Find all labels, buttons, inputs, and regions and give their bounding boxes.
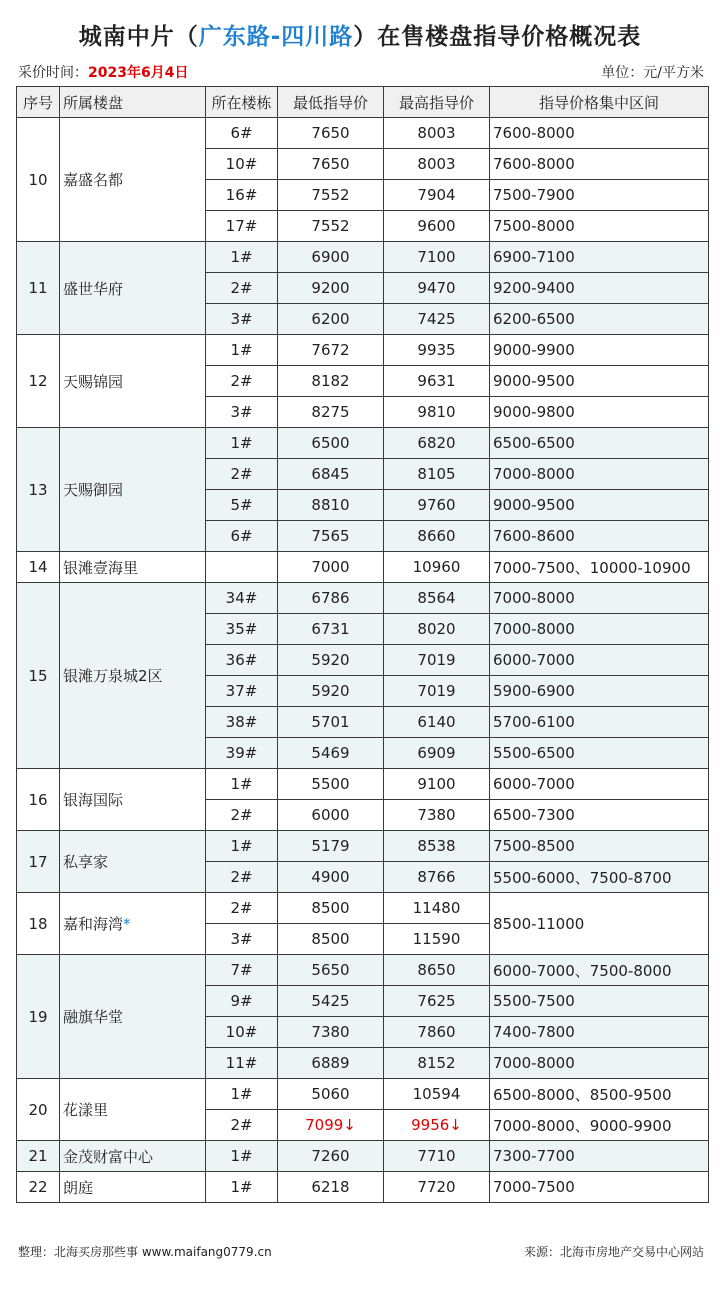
max-price: 11480 [384, 893, 490, 924]
max-price: 8660 [384, 521, 490, 552]
project-name [60, 1172, 206, 1203]
min-price: 6200 [278, 304, 384, 335]
building: 2# [206, 862, 278, 893]
table-row [17, 769, 709, 800]
building: 35# [206, 614, 278, 645]
price-range: 6000-7000、7500-8000 [490, 955, 709, 986]
price-range: 9000-9900 [490, 335, 709, 366]
min-price: 8275 [278, 397, 384, 428]
max-price: 7019 [384, 676, 490, 707]
project-name [60, 583, 206, 769]
price-range: 9200-9400 [490, 273, 709, 304]
max-price: 7625 [384, 986, 490, 1017]
building: 1# [206, 1172, 278, 1203]
building: 3# [206, 924, 278, 955]
price-range: 9000-9500 [490, 366, 709, 397]
min-price: 8500 [278, 924, 384, 955]
min-price: 5650 [278, 955, 384, 986]
project-name [60, 118, 206, 242]
price-range: 6200-6500 [490, 304, 709, 335]
price-range: 7600-8600 [490, 521, 709, 552]
table-body [17, 118, 709, 1203]
building: 6# [206, 521, 278, 552]
price-range: 7000-8000 [490, 459, 709, 490]
max-price: 10594 [384, 1079, 490, 1110]
building: 1# [206, 1141, 278, 1172]
min-price: 9200 [278, 273, 384, 304]
min-price: 7380 [278, 1017, 384, 1048]
title-highlight: 广东路-四川路 [198, 24, 354, 50]
building: 16# [206, 180, 278, 211]
building: 1# [206, 428, 278, 459]
min-price: 6731 [278, 614, 384, 645]
project-name-text: 嘉和海湾 [63, 915, 124, 933]
table-header-row [17, 87, 709, 118]
building: 39# [206, 738, 278, 769]
date-value: 2023年6月4日 [88, 65, 189, 81]
footer-source: 来源：北海市房地产交易中心网站 [523, 1245, 704, 1259]
header-range: 指导价格集中区间 [490, 87, 709, 118]
min-price: 6845 [278, 459, 384, 490]
max-price: 7720 [384, 1172, 490, 1203]
price-range: 8500-11000 [490, 893, 709, 955]
max-price: 7380 [384, 800, 490, 831]
price-range: 6900-7100 [490, 242, 709, 273]
project-name-text: 盛世华府 [63, 279, 124, 298]
building: 1# [206, 769, 278, 800]
project-name [60, 831, 206, 893]
row-number: 15 [17, 583, 60, 769]
min-price: 7672 [278, 335, 384, 366]
price-table [16, 86, 709, 1203]
min-price: 5179 [278, 831, 384, 862]
price-range: 6500-7300 [490, 800, 709, 831]
price-range: 6000-7000 [490, 645, 709, 676]
price-range: 5500-6500 [490, 738, 709, 769]
footer-compiler: 整理：北海买房那些事 www.maifang0779.cn [18, 1245, 272, 1259]
project-name [60, 1079, 206, 1141]
price-range: 7500-8000 [490, 211, 709, 242]
min-price: 7565 [278, 521, 384, 552]
building: 2# [206, 366, 278, 397]
price-range: 7000-8000、9000-9900 [490, 1110, 709, 1141]
min-price: 7000 [278, 552, 384, 583]
project-name [60, 769, 206, 831]
max-price: 7019 [384, 645, 490, 676]
header-project: 所属楼盘 [60, 87, 206, 118]
min-price: 7552 [278, 180, 384, 211]
project-name [60, 552, 206, 583]
project-name [60, 428, 206, 552]
project-name-text: 金茂财富中心 [63, 1147, 154, 1166]
header-max-price: 最高指导价 [384, 87, 490, 118]
price-range: 5900-6900 [490, 676, 709, 707]
building: 5# [206, 490, 278, 521]
max-price: 8152 [384, 1048, 490, 1079]
max-price: 9100 [384, 769, 490, 800]
price-range: 7600-8000 [490, 118, 709, 149]
building: 1# [206, 242, 278, 273]
building: 3# [206, 397, 278, 428]
row-number: 10 [17, 118, 60, 242]
table-row [17, 1172, 709, 1203]
row-number: 18 [17, 893, 60, 955]
max-price: 8538 [384, 831, 490, 862]
price-range: 7500-7900 [490, 180, 709, 211]
price-range: 5500-6000、7500-8700 [490, 862, 709, 893]
price-range: 7000-8000 [490, 614, 709, 645]
min-price: 6786 [278, 583, 384, 614]
unit-label: 单位：元/平方米 [601, 65, 704, 81]
building: 36# [206, 645, 278, 676]
min-price: 5500 [278, 769, 384, 800]
row-number: 13 [17, 428, 60, 552]
project-name-text: 银滩万泉城2区 [63, 667, 163, 685]
row-number: 16 [17, 769, 60, 831]
min-price: 8500 [278, 893, 384, 924]
table-row [17, 552, 709, 583]
table-row [17, 1079, 709, 1110]
table-row [17, 1141, 709, 1172]
project-name-text: 银滩壹海里 [63, 558, 139, 577]
max-price: 9470 [384, 273, 490, 304]
building: 11# [206, 1048, 278, 1079]
price-range: 7000-7500 [490, 1172, 709, 1203]
price-range: 5700-6100 [490, 707, 709, 738]
table-row [17, 583, 709, 614]
asterisk-note: * [123, 915, 131, 933]
max-price: 7904 [384, 180, 490, 211]
min-price: 7260 [278, 1141, 384, 1172]
project-name [60, 955, 206, 1079]
price-range: 7600-8000 [490, 149, 709, 180]
building: 10# [206, 149, 278, 180]
max-price: 6820 [384, 428, 490, 459]
max-price: 6140 [384, 707, 490, 738]
max-price: 8105 [384, 459, 490, 490]
max-price: 8564 [384, 583, 490, 614]
building: 17# [206, 211, 278, 242]
building: 3# [206, 304, 278, 335]
page-title [0, 18, 720, 51]
max-price: 7860 [384, 1017, 490, 1048]
project-name-text: 朗庭 [63, 1178, 94, 1197]
table-row [17, 118, 709, 149]
min-price: 6889 [278, 1048, 384, 1079]
max-price: 8003 [384, 149, 490, 180]
price-range: 7000-8000 [490, 583, 709, 614]
project-name [60, 893, 206, 955]
row-number: 22 [17, 1172, 60, 1203]
min-price: 6500 [278, 428, 384, 459]
max-price: 7100 [384, 242, 490, 273]
header-building: 所在楼栋 [206, 87, 278, 118]
building [206, 552, 278, 583]
max-price: 9935 [384, 335, 490, 366]
min-price: 5469 [278, 738, 384, 769]
min-price: 5920 [278, 645, 384, 676]
price-range: 6500-6500 [490, 428, 709, 459]
project-name-text: 银海国际 [63, 791, 124, 809]
max-price: 8766 [384, 862, 490, 893]
min-price: 6218 [278, 1172, 384, 1203]
min-price: 8182 [278, 366, 384, 397]
building: 37# [206, 676, 278, 707]
max-price: 9600 [384, 211, 490, 242]
table-row [17, 955, 709, 986]
min-price: 5701 [278, 707, 384, 738]
max-price: 6909 [384, 738, 490, 769]
header-min-price: 最低指导价 [278, 87, 384, 118]
price-range: 7300-7700 [490, 1141, 709, 1172]
project-name-text: 融旗华堂 [63, 1008, 124, 1026]
min-price: 6000 [278, 800, 384, 831]
building: 9# [206, 986, 278, 1017]
max-price: 8020 [384, 614, 490, 645]
min-price: 6900 [278, 242, 384, 273]
row-number: 20 [17, 1079, 60, 1141]
header-no: 序号 [17, 87, 60, 118]
max-price: 7425 [384, 304, 490, 335]
building: 38# [206, 707, 278, 738]
table-row [17, 831, 709, 862]
project-name-text: 私享家 [63, 853, 109, 871]
max-price: 8650 [384, 955, 490, 986]
price-range: 6500-8000、8500-9500 [490, 1079, 709, 1110]
max-price: 9631 [384, 366, 490, 397]
table-row [17, 242, 709, 273]
building: 1# [206, 1079, 278, 1110]
building: 2# [206, 893, 278, 924]
price-range: 7400-7800 [490, 1017, 709, 1048]
row-number: 19 [17, 955, 60, 1079]
building: 1# [206, 831, 278, 862]
max-price: 11590 [384, 924, 490, 955]
price-range: 7000-7500、10000-10900 [490, 552, 709, 583]
max-price: 7710 [384, 1141, 490, 1172]
building: 2# [206, 459, 278, 490]
min-price: 5060 [278, 1079, 384, 1110]
max-price: 8003 [384, 118, 490, 149]
table-row [17, 428, 709, 459]
price-range: 5500-7500 [490, 986, 709, 1017]
table-row [17, 335, 709, 366]
table-row [17, 893, 709, 924]
row-number: 12 [17, 335, 60, 428]
building: 1# [206, 335, 278, 366]
price-range: 7500-8500 [490, 831, 709, 862]
project-name-text: 花漾里 [63, 1101, 109, 1119]
max-price: 9760 [384, 490, 490, 521]
min-price: 7099↓ [278, 1110, 384, 1141]
building: 2# [206, 800, 278, 831]
project-name [60, 242, 206, 335]
min-price: 7552 [278, 211, 384, 242]
project-name [60, 1141, 206, 1172]
row-number: 11 [17, 242, 60, 335]
row-number: 17 [17, 831, 60, 893]
building: 2# [206, 1110, 278, 1141]
date-label: 采价时间： [18, 65, 88, 81]
price-range: 7000-8000 [490, 1048, 709, 1079]
max-price: 10960 [384, 552, 490, 583]
title-suffix: ）在售楼盘指导价格概况表 [353, 24, 642, 50]
building: 6# [206, 118, 278, 149]
max-price: 9956↓ [384, 1110, 490, 1141]
max-price: 9810 [384, 397, 490, 428]
survey-date [18, 62, 188, 82]
min-price: 5425 [278, 986, 384, 1017]
price-range: 9000-9500 [490, 490, 709, 521]
building: 7# [206, 955, 278, 986]
price-range: 9000-9800 [490, 397, 709, 428]
min-price: 5920 [278, 676, 384, 707]
project-name-text: 嘉盛名都 [63, 171, 124, 189]
row-number: 14 [17, 552, 60, 583]
min-price: 8810 [278, 490, 384, 521]
min-price: 7650 [278, 118, 384, 149]
building: 2# [206, 273, 278, 304]
project-name-text: 天赐御园 [63, 481, 124, 499]
building: 10# [206, 1017, 278, 1048]
price-range: 6000-7000 [490, 769, 709, 800]
title-prefix: 城南中片（ [78, 24, 199, 50]
building: 34# [206, 583, 278, 614]
min-price: 4900 [278, 862, 384, 893]
min-price: 7650 [278, 149, 384, 180]
row-number: 21 [17, 1141, 60, 1172]
project-name [60, 335, 206, 428]
project-name-text: 天赐锦园 [63, 372, 124, 391]
